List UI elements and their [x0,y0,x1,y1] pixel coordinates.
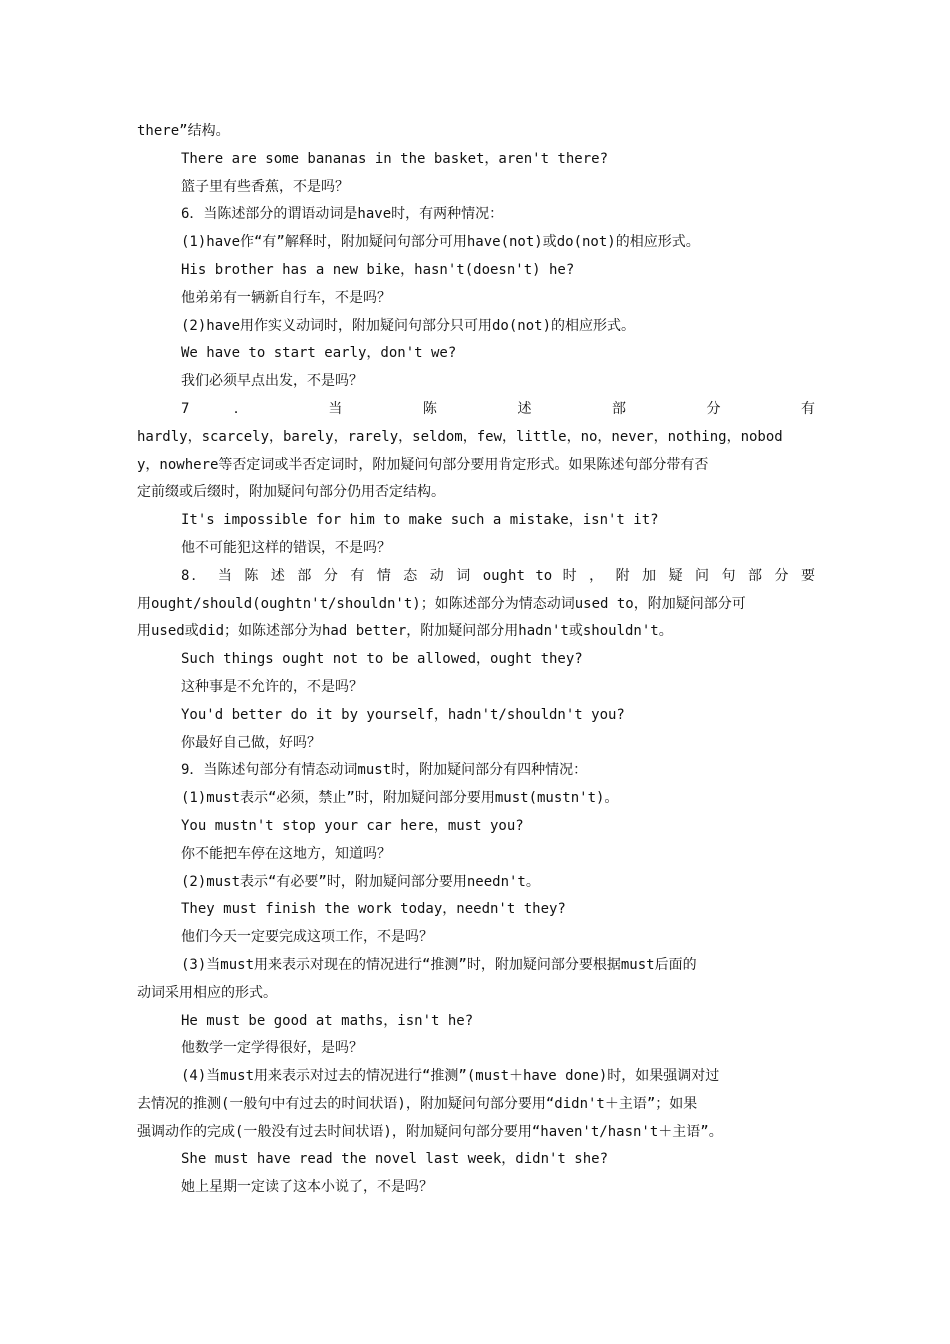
translation-line: 他们今天一定要完成这项工作，不是吗？ [181,929,433,946]
translation-line: 他弟弟有一辆新自行车，不是吗？ [181,289,391,306]
rule-heading: 6．当陈述部分的谓语动词是have时，有两种情况： [181,206,504,223]
rule-subitem: (2)must表示“有必要”时，附加疑问部分要用needn't。 [181,873,540,890]
example-sentence: His brother has a new bike，hasn't(doesn't) he? [181,261,575,278]
example-sentence: You'd better do it by yourself，hadn't/shouldn't you? [181,706,625,723]
translation-line: 她上星期一定读了这本小说了，不是吗？ [181,1179,433,1196]
text-line: 动词采用相应的形式。 [137,984,277,1001]
translation-line: 这种事是不允许的，不是吗？ [181,678,363,695]
example-sentence: She must have read the novel last week，didn't she? [181,1151,609,1168]
example-sentence: He must be good at maths，isn't he? [181,1012,474,1029]
translation-line: 篮子里有些香蕉，不是吗？ [181,178,349,195]
example-sentence: They must finish the work today，needn't they? [181,901,566,918]
text-line: there”结构。 [137,123,230,139]
translation-line: 他不可能犯这样的错误，不是吗？ [181,539,391,556]
example-sentence: There are some bananas in the basket，aren't there? [181,150,609,167]
example-sentence: You mustn't stop your car here，must you? [181,817,524,834]
rule-heading: 9．当陈述句部分有情态动词must时，附加疑问部分有四种情况： [181,762,588,779]
text-line: 用used或did；如陈述部分为had better，附加疑问部分用hadn't或shouldn't。 [137,623,673,640]
text-line: hardly，scarcely，barely，rarely，seldom，few，little，no，never，nothing，nobod [137,428,783,445]
translation-line: 他数学一定学得很好，是吗？ [181,1040,363,1057]
example-sentence: It's impossible for him to make such a mistake，isn't it? [181,512,659,529]
text-line: y，nowhere等否定词或半否定词时，附加疑问句部分要用肯定形式。如果陈述句部分带有否 [137,456,709,473]
rule-heading: 8． 当 陈 述 部 分 有 情 态 动 词 ought to 时 ， 附 加 疑 问 句 部 分 要 [181,567,815,584]
rule-subitem: (1)must表示“必须，禁止”时，附加疑问部分要用must(mustn't)。 [181,790,619,807]
rule-subitem: (2)have用作实义动词时，附加疑问句部分只可用do(not)的相应形式。 [181,317,636,334]
translation-line: 你最好自己做，好吗？ [181,734,321,751]
rule-subitem: (3)当must用来表示对现在的情况进行“推测”时，附加疑问部分要根据must后面的 [181,956,697,973]
text-line: 去情况的推测(一般句中有过去的时间状语)，附加疑问句部分要用“didn't＋主语”；如果 [137,1095,698,1112]
translation-line: 我们必须早点出发，不是吗？ [181,373,363,390]
text-line: 强调动作的完成(一般没有过去时间状语)，附加疑问句部分要用“haven't/hasn't＋主语”。 [137,1123,723,1140]
rule-subitem: (4)当must用来表示对过去的情况进行“推测”(must＋have done)时，如果强调对过 [181,1068,720,1085]
text-line: 定前缀或后缀时，附加疑问句部分仍用否定结构。 [137,484,445,501]
translation-line: 你不能把车停在这地方，知道吗？ [181,845,391,862]
example-sentence: Such things ought not to be allowed，ought they? [181,651,583,668]
text-line: 用ought/should(oughtn't/shouldn't)；如陈述部分为情态动词used to，附加疑问部分可 [137,595,746,612]
rule-subitem: (1)have作“有”解释时，附加疑问句部分可用have(not)或do(not)的相应形式。 [181,234,700,251]
rule-heading: 7 ． 当 陈 述 部 分 有 [181,400,815,417]
example-sentence: We have to start early，don't we? [181,345,457,362]
document-body [137,118,815,1202]
